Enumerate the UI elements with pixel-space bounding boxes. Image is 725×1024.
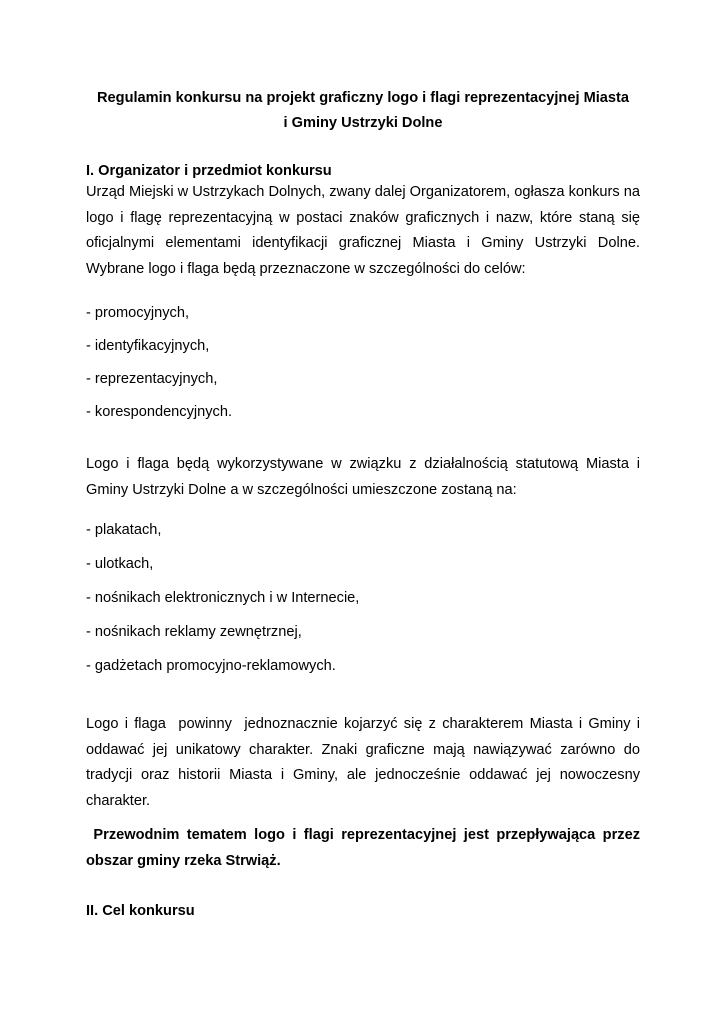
placement-item-3: - nośnikach elektronicznych i w Internecie, [86,590,360,606]
purpose-item-4: - korespondencyjnych. [86,404,233,420]
purpose-item-3: - reprezentacyjnych, [86,371,218,387]
purpose-item-2: - identyfikacyjnych, [86,338,210,354]
title-line-2: i Gminy Ustrzyki Dolne [283,115,443,131]
character-paragraph: Logo i flaga powinny jednoznacznie kojarzyć się z charakterem Miasta i Gminy i oddawać jej unikatowy charakter. Znaki graficzne mają nawiązywać zarówno do tradycji oraz historii Miasta i Gminy, ale jednocześnie oddawać jej nowoczesny charakter. [86,716,649,809]
title-line-1: Regulamin konkursu na projekt graficzny logo i flagi reprezentacyjnej Miasta [97,90,629,106]
usage-paragraph: Logo i flaga będą wykorzystywane w związku z działalnością statutową Miasta i Gminy Ustrzyki Dolne a w szczególności umieszczone zostaną na: [86,456,640,498]
placement-item-4: - nośnikach reklamy zewnętrznej, [86,624,302,640]
placement-item-5: - gadżetach promocyjno-reklamowych. [86,658,336,674]
purpose-item-1: - promocyjnych, [86,305,189,321]
theme-paragraph: Przewodnim tematem logo i flagi reprezentacyjnej jest przepływająca przez obszar gminy rzeka Strwiąż. [86,827,645,869]
placement-item-2: - ulotkach, [86,556,154,572]
section-2-heading: II. Cel konkursu [86,903,195,919]
placement-item-1: - plakatach, [86,522,162,538]
section-1-paragraph: Urząd Miejski w Ustrzykach Dolnych, zwany dalej Organizatorem, ogłasza konkurs na logo i flagę reprezentacyjną w postaci znaków graficznych i nazw, które staną się oficjalnymi elementami identyfikacji graficznej Miasta i Gminy Ustrzyki Dolne. Wybrane logo i flaga będą przeznaczone w szczególności do celów: [86,184,640,277]
section-1-heading: I. Organizator i przedmiot konkursu [86,163,332,179]
document-title [86,86,640,136]
